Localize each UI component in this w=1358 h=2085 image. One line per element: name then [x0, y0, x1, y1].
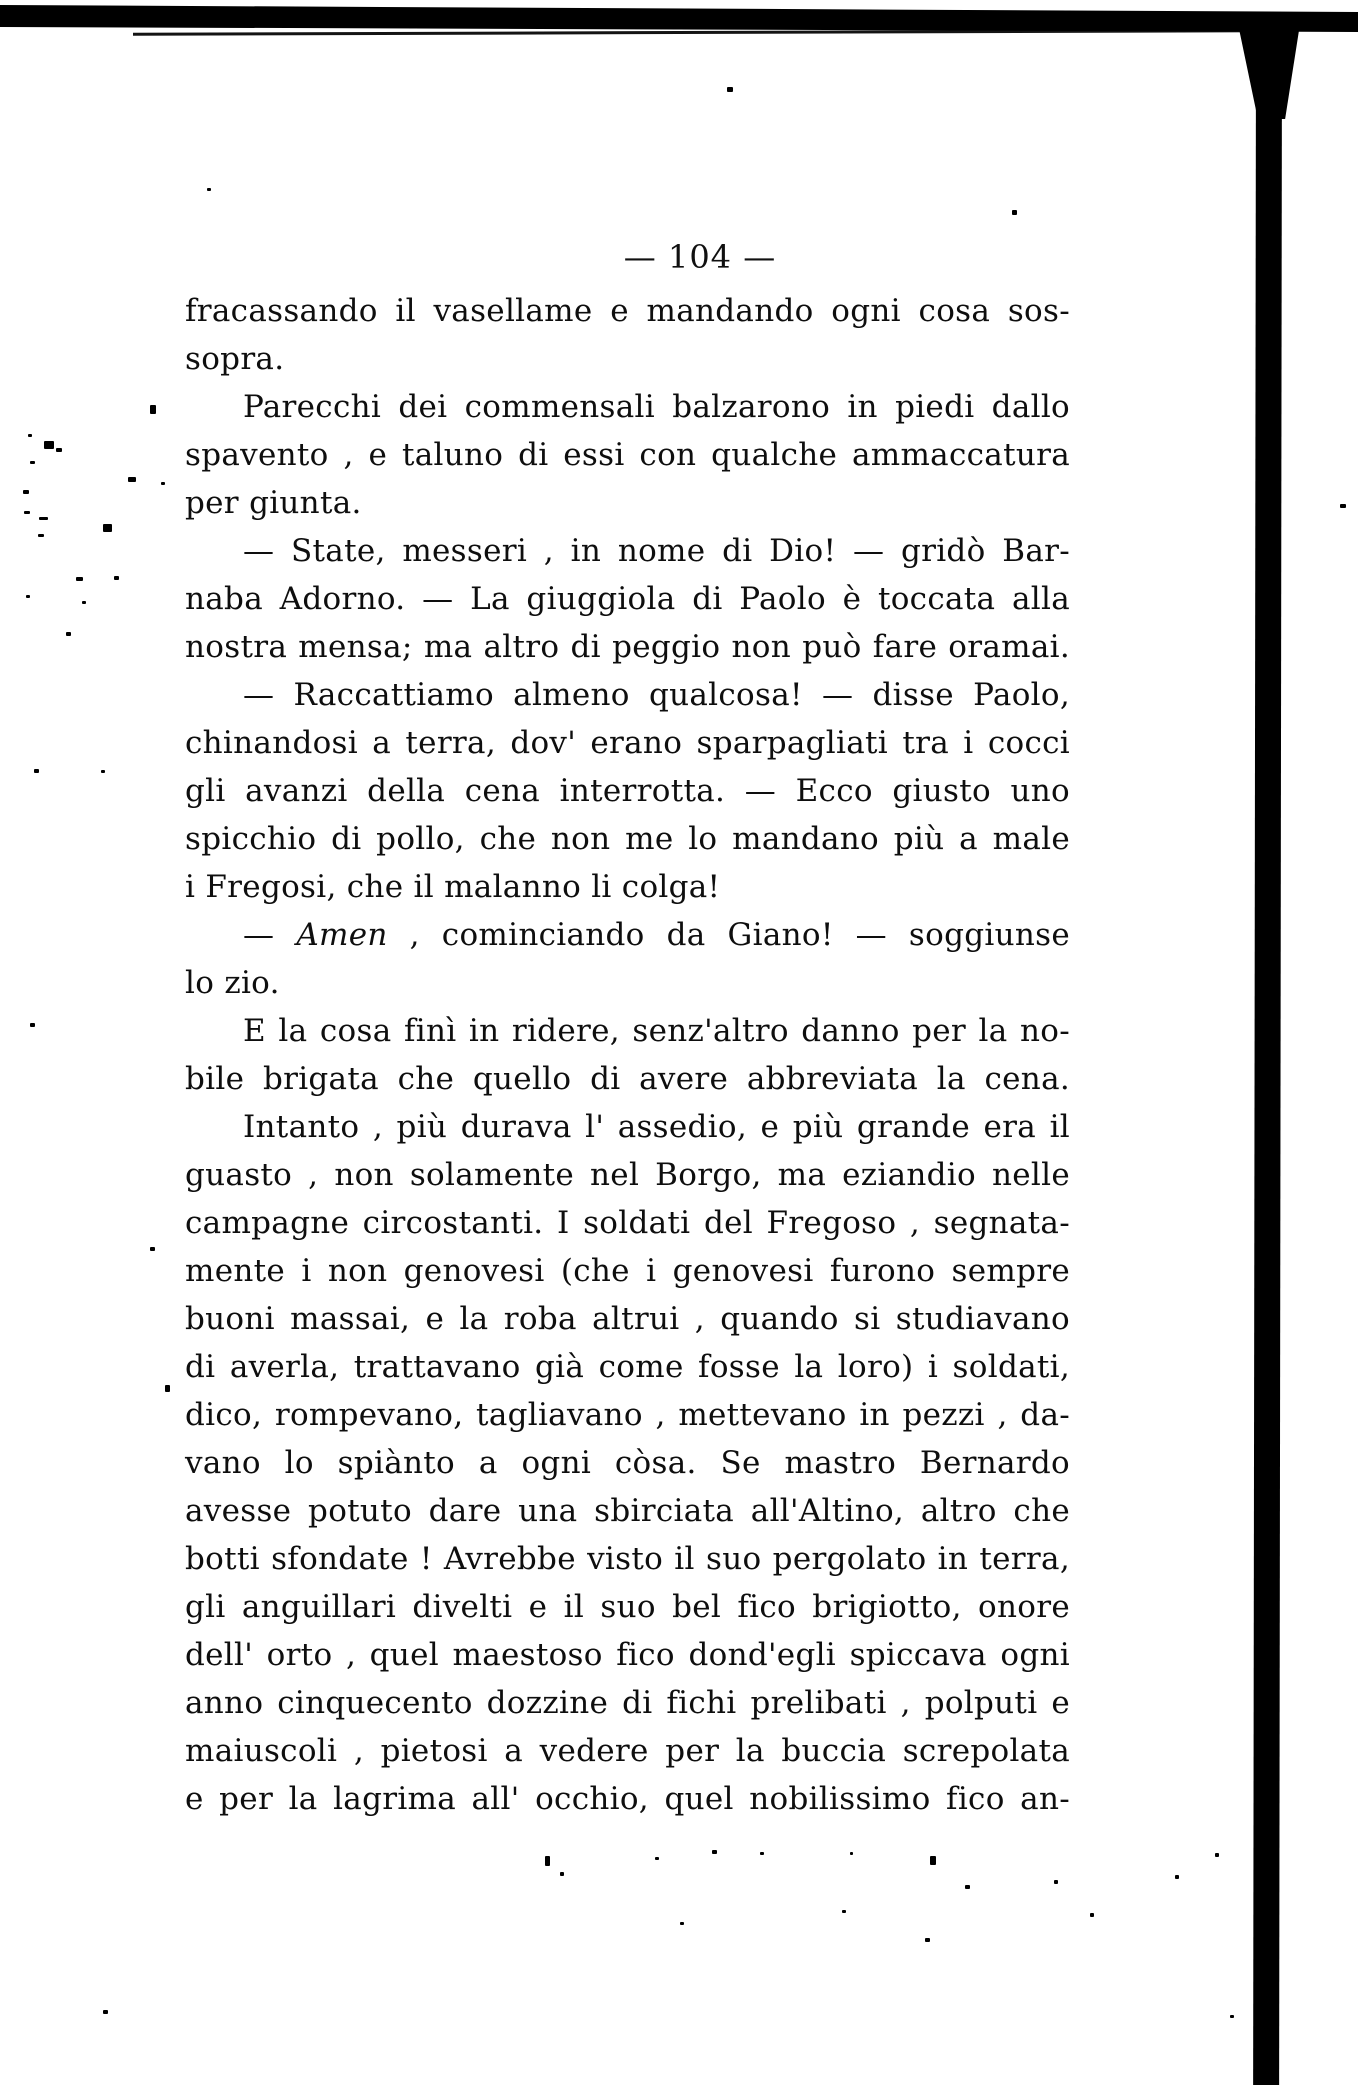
text-line: [185, 527, 1070, 575]
text-line: [185, 1247, 1070, 1295]
noise-speck: [128, 477, 136, 482]
text-line: [185, 719, 1070, 767]
noise-speck: [545, 1856, 550, 1866]
noise-speck: [26, 595, 30, 598]
text-line: [185, 671, 1070, 719]
noise-speck: [727, 87, 733, 92]
text-run: i Fregosi, che il malanno li colga!: [185, 869, 721, 905]
noise-speck: [842, 1910, 846, 1913]
text-line: [185, 1103, 1070, 1151]
noise-speck: [103, 2010, 108, 2014]
noise-speck: [39, 517, 48, 520]
text-run: buoni massai, e la roba altrui , quando si studiavano: [185, 1301, 1070, 1337]
text-run: fracassando il vasellame e mandando ogni cosa sos-: [185, 293, 1070, 329]
text-line: [185, 1631, 1070, 1679]
noise-speck: [1090, 1913, 1094, 1917]
noise-speck: [34, 769, 39, 773]
text-run: —: [243, 917, 297, 953]
text-line: [185, 1487, 1070, 1535]
text-run: vano lo spiànto a ogni còsa. Se mastro Bernardo: [185, 1445, 1070, 1481]
text-line: [185, 623, 1070, 671]
noise-speck: [150, 405, 156, 414]
noise-speck: [850, 1852, 853, 1855]
noise-speck: [1215, 1853, 1219, 1857]
text-run: per giunta.: [185, 485, 362, 521]
noise-speck: [1230, 2015, 1234, 2018]
noise-speck: [28, 434, 32, 437]
text-line: [185, 911, 1070, 959]
text-line: [185, 1679, 1070, 1727]
text-line: [185, 815, 1070, 863]
text-run: lo zio.: [185, 965, 280, 1001]
noise-speck: [760, 1852, 764, 1855]
text-run: guasto , non solamente nel Borgo, ma eziandio nelle: [185, 1157, 1070, 1193]
text-run: nostra mensa; ma altro di peggio non può fare oramai.: [185, 629, 1070, 665]
noise-speck: [1340, 504, 1346, 508]
noise-speck: [56, 448, 62, 452]
text-run: dell' orto , quel maestoso fico dond'egli spiccava ogni: [185, 1637, 1070, 1673]
noise-speck: [101, 770, 105, 773]
text-line: [185, 1727, 1070, 1775]
noise-speck: [114, 576, 119, 580]
text-run: botti sfondate ! Avrebbe visto il suo pergolato in terra,: [185, 1541, 1070, 1577]
text-line: [185, 1439, 1070, 1487]
text-line: [185, 383, 1070, 431]
text-line: [185, 287, 1070, 335]
noise-speck: [30, 461, 35, 464]
noise-speck: [1012, 210, 1017, 215]
noise-speck: [1175, 1875, 1179, 1879]
text-line: [185, 1775, 1070, 1823]
text-run: e per la lagrima all' occhio, quel nobilissimo fico an-: [185, 1781, 1070, 1817]
text-line: [185, 575, 1070, 623]
text-run: spicchio di pollo, che non me lo mandano più a male: [185, 821, 1070, 857]
noise-speck: [161, 482, 165, 485]
scan-artifact-gutter-bar: [1253, 24, 1282, 2085]
text-run: bile brigata che quello di avere abbreviata la cena.: [185, 1061, 1070, 1097]
text-run: gli anguillari divelti e il suo bel fico brigiotto, onore: [185, 1589, 1070, 1625]
noise-speck: [30, 1023, 35, 1027]
text-line: [185, 959, 1070, 1007]
italic-text-run: Amen: [296, 917, 388, 953]
text-run: Intanto , più durava l' assedio, e più grande era il: [243, 1109, 1070, 1145]
text-run: campagne circostanti. I soldati del Fregoso , segnata-: [185, 1205, 1070, 1241]
text-run: , cominciando da Giano! — soggiunse: [387, 917, 1070, 953]
text-run: E la cosa finì in ridere, senz'altro danno per la no-: [243, 1013, 1070, 1049]
text-line: [185, 767, 1070, 815]
noise-speck: [965, 1885, 970, 1889]
noise-speck: [925, 1938, 930, 1942]
text-line: [185, 1535, 1070, 1583]
noise-speck: [165, 1385, 170, 1392]
noise-speck: [103, 524, 112, 532]
noise-speck: [23, 490, 29, 494]
text-line: [185, 479, 1070, 527]
text-run: di averla, trattavano già come fosse la loro) i soldati,: [185, 1349, 1070, 1385]
noise-speck: [207, 188, 211, 191]
noise-speck: [82, 601, 86, 604]
text-run: sopra.: [185, 341, 285, 377]
text-run: anno cinquecento dozzine di fichi prelibati , polputi e: [185, 1685, 1070, 1721]
text-line: [185, 1199, 1070, 1247]
text-column: [185, 287, 1070, 1823]
noise-speck: [655, 1857, 659, 1860]
text-run: chinandosi a terra, dov' erano sparpagliati tra i cocci: [185, 725, 1070, 761]
text-line: [185, 1151, 1070, 1199]
text-run: gli avanzi della cena interrotta. — Ecco giusto uno: [185, 773, 1070, 809]
text-line: [185, 1295, 1070, 1343]
noise-speck: [76, 577, 83, 581]
text-line: [185, 1007, 1070, 1055]
text-line: [185, 431, 1070, 479]
noise-speck: [44, 441, 54, 449]
text-run: spavento , e taluno di essi con qualche ammaccatura: [185, 437, 1070, 473]
text-line: [185, 335, 1070, 383]
noise-speck: [930, 1856, 936, 1865]
noise-speck: [38, 534, 44, 537]
text-line: [185, 863, 1070, 911]
text-line: [185, 1055, 1070, 1103]
text-run: — State, messeri , in nome di Dio! — gridò Bar-: [243, 533, 1070, 569]
noise-speck: [712, 1850, 717, 1854]
noise-speck: [24, 511, 30, 514]
text-line: [185, 1343, 1070, 1391]
noise-speck: [66, 632, 71, 636]
text-run: — Raccattiamo almeno qualcosa! — disse Paolo,: [243, 677, 1070, 713]
text-line: [185, 1391, 1070, 1439]
noise-speck: [150, 1247, 155, 1251]
text-run: dico, rompevano, tagliavano , mettevano in pezzi , da-: [185, 1397, 1070, 1433]
scan-artifact-top-line: [133, 29, 1255, 36]
noise-speck: [1054, 1880, 1058, 1884]
text-run: naba Adorno. — La giuggiola di Paolo è toccata alla: [185, 581, 1070, 617]
noise-speck: [560, 1872, 564, 1876]
text-line: [185, 1583, 1070, 1631]
text-run: Parecchi dei commensali balzarono in piedi dallo: [243, 389, 1070, 425]
text-run: maiuscoli , pietosi a vedere per la buccia screpolata: [185, 1733, 1070, 1769]
text-run: mente i non genovesi (che i genovesi furono sempre: [185, 1253, 1070, 1289]
noise-speck: [680, 1922, 684, 1925]
page-number: — 104 —: [623, 238, 777, 276]
text-run: avesse potuto dare una sbirciata all'Altino, altro che: [185, 1493, 1070, 1529]
